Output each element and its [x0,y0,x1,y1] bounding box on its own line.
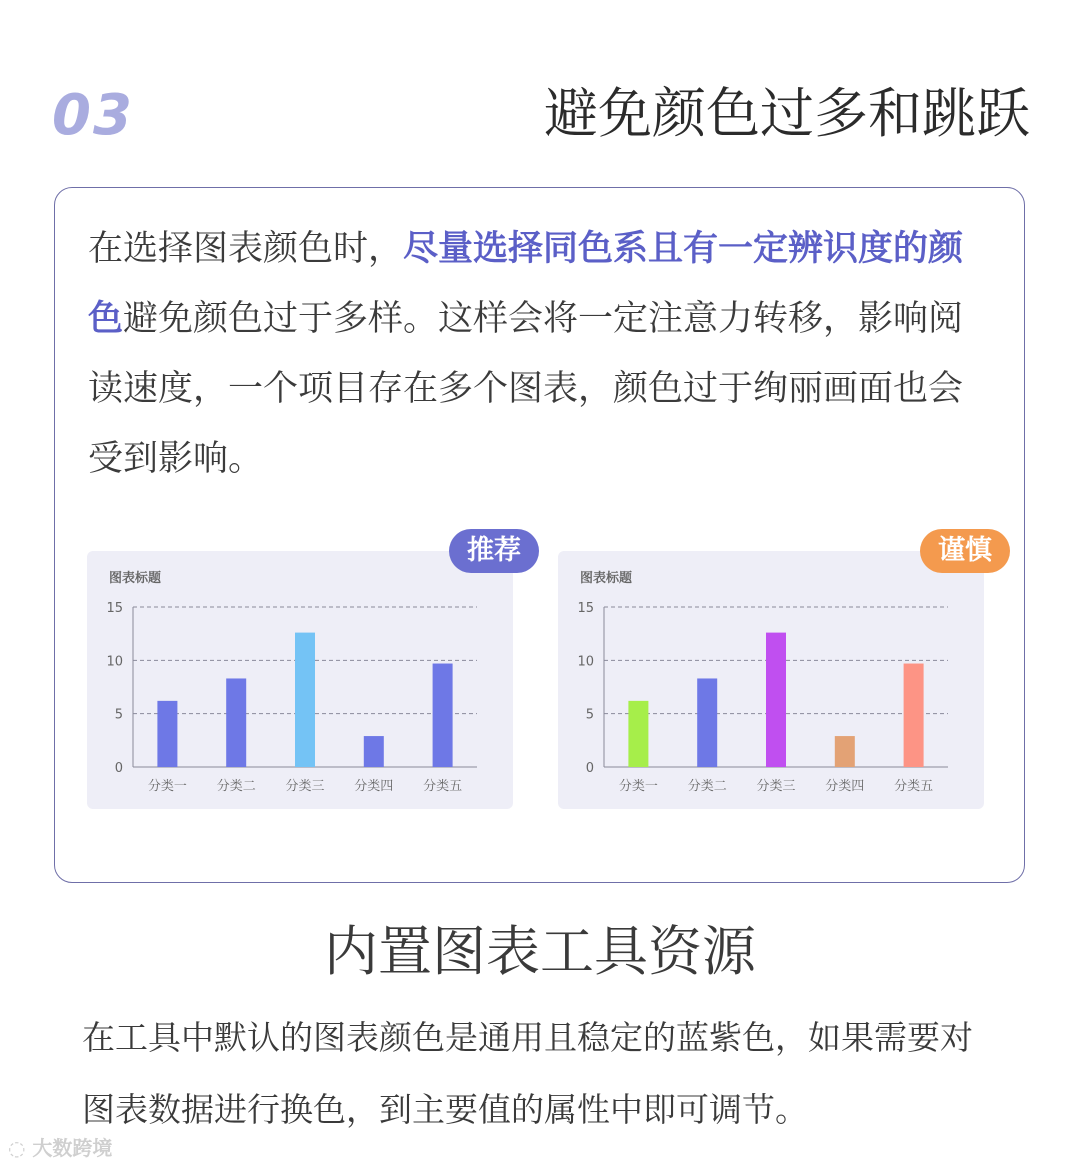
x-tick-label: 分类一 [618,779,658,794]
bar [295,633,315,767]
y-tick-label: 10 [106,654,123,670]
tip-card [54,187,1025,883]
x-tick-label: 分类一 [147,779,187,794]
x-tick-label: 分类四 [354,779,394,794]
section-body: 在工具中默认的图表颜色是通用且稳定的蓝紫色，如果需要对图表数据进行换色，到主要值的属性中即可调节。 [82,1018,973,1129]
tip-paragraph [88,214,988,494]
y-tick-label: 0 [114,761,123,776]
chart-title: 图表标题 [580,571,633,586]
bar [433,664,453,767]
y-tick-label: 15 [106,601,123,616]
tip-text-after: 避免颜色过于多样。这样会将一定注意力转移，影响阅读速度，一个项目存在多个图表，颜色过于绚丽画面也会受到影响。 [88,299,964,479]
bar [835,736,855,767]
x-tick-label: 分类三 [285,779,325,794]
chart-panel-recommended [87,535,521,809]
y-tick-label: 0 [585,761,594,776]
bar [697,678,717,767]
bar [226,678,246,767]
bar [157,701,177,767]
bar [364,736,384,767]
y-tick-label: 5 [585,707,594,723]
chart-title: 图表标题 [109,571,162,586]
x-tick-label: 分类二 [687,779,727,794]
y-tick-label: 5 [114,707,123,723]
y-tick-label: 15 [577,601,594,616]
bar [904,664,924,767]
bar [766,633,786,767]
watermark-text: 大数跨境 [32,1136,113,1160]
tip-text-before: 在选择图表颜色时， [88,229,404,269]
x-tick-label: 分类四 [825,779,865,794]
x-tick-label: 分类二 [216,779,256,794]
tip-text-emphasis: 尽量选择同色系且有一定辨识度的颜色 [88,229,964,339]
bar-chart-caution [558,551,984,809]
page-title: 避免颜色过多和跳跃 [544,82,1030,145]
badge-caution: 谨慎 [920,529,1010,573]
y-tick-label: 10 [577,654,594,670]
section-number: 03 [52,83,134,148]
x-tick-label: 分类五 [423,779,463,794]
bar-chart-recommended [87,551,513,809]
x-tick-label: 分类三 [756,779,796,794]
chart-panel-caution [558,535,992,809]
bar [628,701,648,767]
watermark-logo: ◌ 大数跨境 [8,1136,113,1160]
section-title: 内置图表工具资源 [324,920,756,983]
x-tick-label: 分类五 [894,779,934,794]
badge-recommended: 推荐 [449,529,539,573]
